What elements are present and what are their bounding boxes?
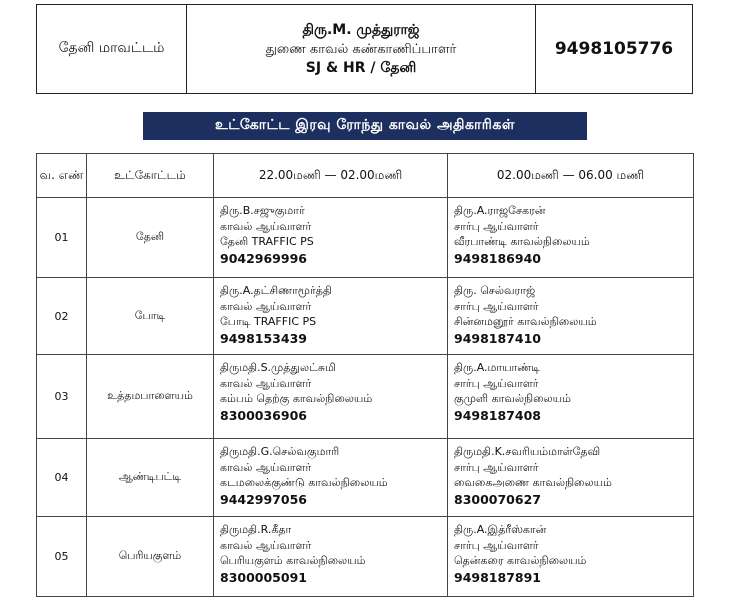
subdivision-name: உத்தமபாளையம் <box>87 355 214 439</box>
shift2-officer-cell <box>448 355 694 439</box>
officer-name: திரு.M. முத்துராஜ் <box>302 21 420 38</box>
shift2-officer-cell <box>448 517 694 597</box>
officer-station: குமுளி காவல்நிலையம் <box>454 392 571 405</box>
table-row <box>37 439 694 517</box>
row-number: 01 <box>37 198 87 278</box>
officer-station: பெரியகுளம் காவல்நிலையம் <box>220 554 366 567</box>
officer-phone: 9498186940 <box>454 250 541 266</box>
row-number: 04 <box>37 439 87 517</box>
patrol-table <box>36 153 694 597</box>
officer-name: திருமதி.G.செல்வகுமாரி <box>220 445 340 458</box>
officer-phone: 9442997056 <box>220 491 307 507</box>
officer-phone: 9498187408 <box>454 407 541 423</box>
shift1-officer-cell <box>214 517 448 597</box>
officer-name: திரு.A.ராஜசேகரன் <box>454 204 546 217</box>
officer-station: கடமலைக்குண்டு காவல்நிலையம் <box>220 476 388 489</box>
officer-station: வைகைஅணை காவல்நிலையம் <box>454 476 612 489</box>
officer-rank: துணை காவல் கண்காணிப்பாளர் <box>265 41 457 57</box>
row-number: 02 <box>37 278 87 355</box>
row-number: 05 <box>37 517 87 597</box>
officer-rank: காவல் ஆய்வாளர் <box>220 538 312 552</box>
subdivision-name: ஆண்டிபட்டி <box>87 439 214 517</box>
shift1-officer-cell <box>214 355 448 439</box>
officer-phone: 9498153439 <box>220 330 307 346</box>
table-row <box>37 198 694 278</box>
shift1-officer-cell <box>214 278 448 355</box>
officer-phone: 9498187891 <box>454 569 541 585</box>
officer-phone: 8300005091 <box>220 569 307 585</box>
col-sno-header: வ. எண் <box>37 154 87 198</box>
officer-rank: காவல் ஆய்வாளர் <box>220 299 312 313</box>
shift2-officer-cell <box>448 198 694 278</box>
officer-phone: 9042969996 <box>220 250 307 266</box>
table-header-row <box>37 154 694 198</box>
officer-rank: சார்பு ஆய்வாளர் <box>454 460 539 474</box>
col-shift1-header: 22.00மணி — 02.00மணி <box>214 154 448 198</box>
officer-rank: சார்பு ஆய்வாளர் <box>454 376 539 390</box>
shift2-officer-cell <box>448 439 694 517</box>
section-banner: உட்கோட்ட இரவு ரோந்து காவல் அதிகாரிகள் <box>143 112 587 140</box>
officer-unit: SJ & HR / தேனி <box>305 59 417 76</box>
officer-info <box>187 5 536 93</box>
officer-rank: சார்பு ஆய்வாளர் <box>454 219 539 233</box>
col-subdivision-header: உட்கோட்டம் <box>87 154 214 198</box>
subdivision-name: போடி <box>87 278 214 355</box>
officer-rank: காவல் ஆய்வாளர் <box>220 460 312 474</box>
officer-rank: சார்பு ஆய்வாளர் <box>454 538 539 552</box>
table-row <box>37 517 694 597</box>
officer-station: வீரபாண்டி காவல்நிலையம் <box>454 235 590 248</box>
officer-name: திரு.A.மாயாண்டி <box>454 361 541 374</box>
officer-station: கம்பம் தெற்கு காவல்நிலையம் <box>220 392 373 405</box>
table-row <box>37 278 694 355</box>
col-shift2-header: 02.00மணி — 06.00 மணி <box>448 154 694 198</box>
officer-name: திருமதி.K.சவரியம்மாள்தேவி <box>454 445 601 458</box>
officer-phone: 8300070627 <box>454 491 541 507</box>
subdivision-name: பெரியகுளம் <box>87 517 214 597</box>
officer-station: தென்கரை காவல்நிலையம் <box>454 554 587 567</box>
officer-station: போடி TRAFFIC PS <box>220 315 317 328</box>
officer-rank: காவல் ஆய்வாளர் <box>220 376 312 390</box>
officer-phone: 9498105776 <box>554 39 674 59</box>
officer-name: திரு.A.தட்சிணாமூர்த்தி <box>220 284 332 297</box>
district-label: தேனி மாவட்டம் <box>37 5 187 93</box>
table-row <box>37 355 694 439</box>
officer-name: திரு.A.இத்ரீஸ்கான் <box>454 523 547 536</box>
row-number: 03 <box>37 355 87 439</box>
officer-rank: காவல் ஆய்வாளர் <box>220 219 312 233</box>
officer-station: தேனி TRAFFIC PS <box>220 235 314 248</box>
officer-name: திரு. செல்வராஜ் <box>454 284 536 297</box>
officer-phone: 9498187410 <box>454 330 541 346</box>
shift1-officer-cell <box>214 198 448 278</box>
subdivision-name: தேனி <box>87 198 214 278</box>
shift1-officer-cell <box>214 439 448 517</box>
shift2-officer-cell <box>448 278 694 355</box>
officer-rank: சார்பு ஆய்வாளர் <box>454 299 539 313</box>
officer-name: திருமதி.R.கீதா <box>220 523 292 536</box>
officer-name: திருமதி.S.முத்துலட்சுமி <box>220 361 336 374</box>
officer-name: திரு.B.சஜுகுமார் <box>220 204 305 217</box>
officer-phone: 8300036906 <box>220 407 307 423</box>
header-box <box>36 4 693 94</box>
officer-station: சின்னமனூர் காவல்நிலையம் <box>454 315 597 328</box>
